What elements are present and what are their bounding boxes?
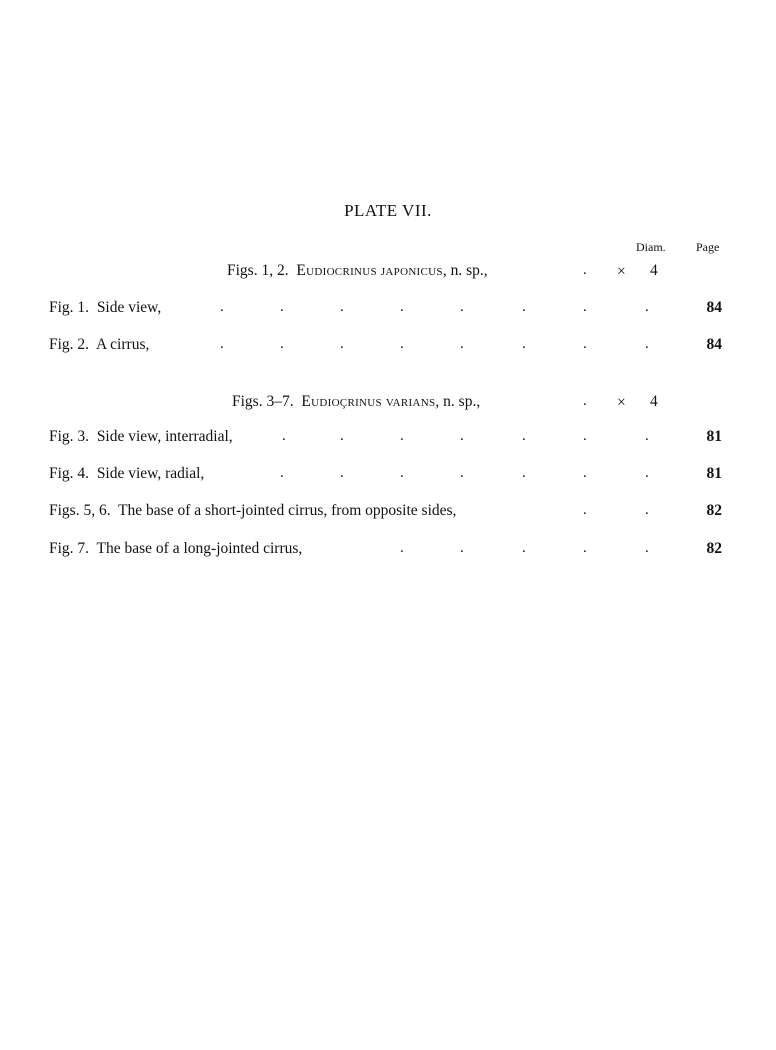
leader-dots: . (645, 540, 649, 556)
figure-caption: Side view, (96, 299, 162, 316)
diam-column-header: Diam. (636, 240, 666, 254)
figure-label: Fig. 4. (49, 465, 90, 482)
leader-dots: . (645, 502, 649, 518)
leader-dots: . (522, 428, 526, 444)
magnification-value: 4 (650, 393, 658, 410)
leader-dot: . (583, 393, 587, 409)
leader-dots: . (400, 540, 404, 556)
leader-dots: . (400, 336, 404, 352)
leader-dots: . (340, 336, 344, 352)
figure-entry (49, 540, 302, 558)
magnification-value: 4 (650, 262, 658, 279)
leader-dots: . (583, 336, 587, 352)
figure-entry (49, 465, 204, 483)
group-heading (227, 262, 488, 280)
group-suffix: , n. sp., (442, 262, 488, 279)
group-heading (232, 393, 480, 411)
leader-dots: . (645, 428, 649, 444)
species-name: japonicus (380, 262, 443, 279)
leader-dots: . (522, 540, 526, 556)
magnification-symbol: × (617, 263, 626, 280)
plate-title: PLATE VII. (344, 201, 432, 220)
group-suffix: , n. sp., (435, 393, 481, 410)
leader-dots: . (460, 299, 464, 315)
figure-label: Fig. 7. (49, 540, 90, 557)
leader-dots: . (522, 336, 526, 352)
page-column-header: Page (696, 240, 720, 254)
page-number: 84 (706, 336, 722, 353)
figure-entry (49, 299, 161, 317)
leader-dots: . (645, 336, 649, 352)
magnification-symbol: × (617, 394, 626, 411)
leader-dot: . (583, 262, 587, 278)
leader-dots: . (340, 428, 344, 444)
leader-dots: . (220, 336, 224, 352)
leader-dots: . (460, 540, 464, 556)
leader-dots: . (583, 299, 587, 315)
leader-dots: . (280, 465, 284, 481)
leader-dots: . (282, 428, 286, 444)
leader-dots: . (583, 428, 587, 444)
leader-dots: . (400, 465, 404, 481)
leader-dots: . (400, 299, 404, 315)
page-number: 81 (706, 465, 722, 482)
leader-dots: . (400, 428, 404, 444)
leader-dots: . (522, 465, 526, 481)
leader-dots: . (460, 428, 464, 444)
figure-entry (49, 336, 149, 354)
figure-label: Fig. 2. (49, 336, 90, 353)
leader-dots: . (460, 336, 464, 352)
group-label: Figs. 1, 2. (227, 262, 289, 279)
page-number: 82 (706, 540, 722, 557)
leader-dots: . (460, 465, 464, 481)
page-number: 81 (706, 428, 722, 445)
figure-label: Figs. 5, 6. (49, 502, 111, 519)
leader-dots: . (583, 502, 587, 518)
leader-dots: . (645, 465, 649, 481)
figure-entry (49, 428, 233, 446)
leader-dots: . (645, 299, 649, 315)
leader-dots: . (340, 465, 344, 481)
genus-name: Eudioçrinus (301, 393, 382, 410)
page-number: 82 (706, 502, 722, 519)
figure-caption: Side view, radial, (96, 465, 205, 482)
leader-dots: . (583, 540, 587, 556)
figure-caption: The base of a long-jointed cirrus, (96, 540, 303, 557)
figure-entry (49, 502, 456, 520)
figure-label: Fig. 1. (49, 299, 90, 316)
leader-dots: . (280, 299, 284, 315)
leader-dots: . (220, 299, 224, 315)
figure-caption: The base of a short-jointed cirrus, from opposite sides, (118, 502, 457, 519)
leader-dots: . (583, 465, 587, 481)
genus-name: Eudiocrinus (296, 262, 377, 279)
leader-dots: . (522, 299, 526, 315)
page-number: 84 (706, 299, 722, 316)
leader-dots: . (280, 336, 284, 352)
group-label: Figs. 3–7. (232, 393, 294, 410)
figure-caption: Side view, interradial, (96, 428, 233, 445)
figure-label: Fig. 3. (49, 428, 90, 445)
figure-caption: A cirrus, (95, 336, 150, 353)
species-name: varians (385, 393, 436, 410)
leader-dots: . (340, 299, 344, 315)
